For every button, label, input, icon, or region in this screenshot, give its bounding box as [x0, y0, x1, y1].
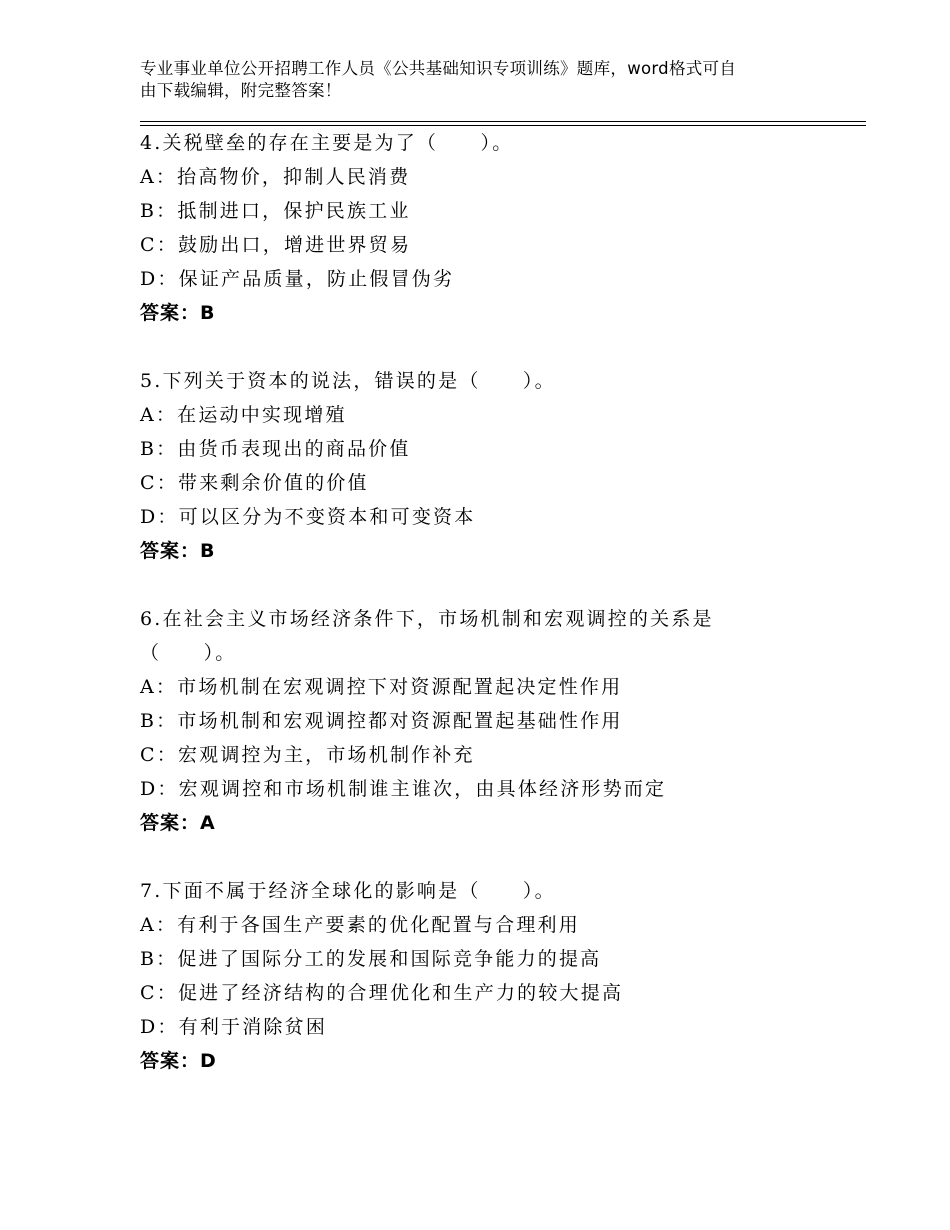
- question-stem-continued: （ ）。: [140, 642, 237, 664]
- question-spacer: [140, 568, 860, 602]
- question-item: [140, 364, 860, 602]
- question-stem: 6.在社会主义市场经济条件下，市场机制和宏观调控的关系是: [140, 608, 714, 630]
- question-item: [140, 126, 860, 364]
- header-rule-top: [140, 121, 866, 122]
- option-a: A：抬高物价，抑制人民消费: [140, 166, 411, 188]
- option-a: A：市场机制在宏观调控下对资源配置起决定性作用: [140, 676, 623, 698]
- question-stem: 5.下列关于资本的说法，错误的是（ ）。: [140, 370, 556, 392]
- answer-line: 答案：A: [140, 812, 216, 834]
- option-a: A：在运动中实现增殖: [140, 404, 347, 426]
- question-list: [140, 126, 860, 1078]
- option-d: D：有利于消除贫困: [140, 1016, 328, 1038]
- option-b: B：市场机制和宏观调控都对资源配置起基础性作用: [140, 710, 623, 732]
- option-d: D：保证产品质量，防止假冒伪劣: [140, 268, 455, 290]
- question-spacer: [140, 840, 860, 874]
- option-c: C：带来剩余价值的价值: [140, 472, 369, 494]
- option-b: B：促进了国际分工的发展和国际竞争能力的提高: [140, 948, 602, 970]
- header-line-1: 专业事业单位公开招聘工作人员《公共基础知识专项训练》题库，word格式可自: [140, 59, 737, 78]
- answer-line: 答案：D: [140, 1050, 217, 1072]
- option-c: C：鼓励出口，增进世界贸易: [140, 234, 412, 256]
- question-item: [140, 874, 860, 1078]
- header-line-2: 由下载编辑，附完整答案！: [140, 81, 342, 100]
- option-b: B：由货币表现出的商品价值: [140, 438, 411, 460]
- option-a: A：有利于各国生产要素的优化配置与合理利用: [140, 914, 580, 936]
- answer-line: 答案：B: [140, 540, 216, 562]
- option-d: D：宏观调控和市场机制谁主谁次，由具体经济形势而定: [140, 778, 667, 800]
- option-c: C：促进了经济结构的合理优化和生产力的较大提高: [140, 982, 624, 1004]
- question-spacer: [140, 330, 860, 364]
- option-b: B：抵制进口，保护民族工业: [140, 200, 411, 222]
- option-c: C：宏观调控为主，市场机制作补充: [140, 744, 475, 766]
- question-stem: 4.关税壁垒的存在主要是为了（ ）。: [140, 132, 514, 154]
- answer-line: 答案：B: [140, 302, 216, 324]
- question-stem: 7.下面不属于经济全球化的影响是（ ）。: [140, 880, 556, 902]
- document-header: [140, 58, 820, 102]
- question-item: [140, 602, 860, 874]
- option-d: D：可以区分为不变资本和可变资本: [140, 506, 476, 528]
